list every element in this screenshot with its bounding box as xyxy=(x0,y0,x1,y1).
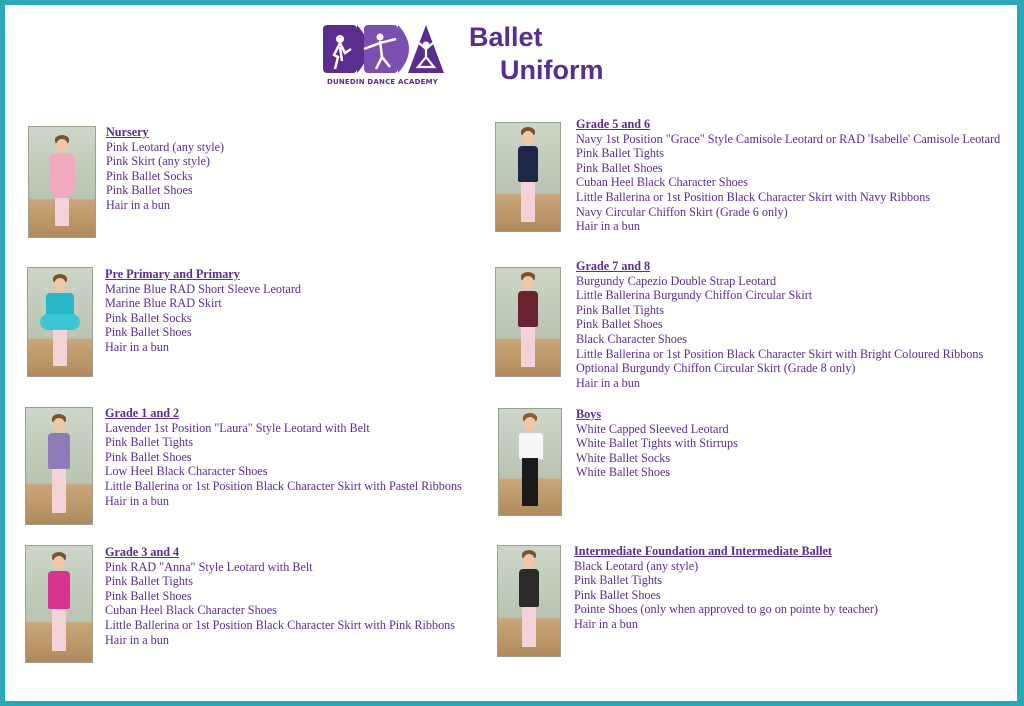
uniform-item: Navy 1st Position "Grace" Style Camisole Leotard or RAD 'Isabelle' Camisole Leotard xyxy=(576,131,1001,146)
section-grade-7-8 xyxy=(576,259,983,390)
photo-pre-primary xyxy=(27,267,93,377)
photo-boys xyxy=(498,408,562,516)
uniform-item: Marine Blue RAD Short Sleeve Leotard xyxy=(105,281,301,296)
uniform-item: Black Character Shoes xyxy=(576,331,688,346)
uniform-item: Pink Leotard (any style) xyxy=(106,139,225,154)
uniform-item: Cuban Heel Black Character Shoes xyxy=(105,603,277,618)
uniform-item: White Ballet Tights with Stirrups xyxy=(576,436,738,451)
uniform-item: Pink Ballet Shoes xyxy=(576,160,663,175)
section-title: Intermediate Foundation and Intermediate Ballet xyxy=(574,544,832,558)
uniform-item: Pink Skirt (any style) xyxy=(106,154,210,169)
uniform-item: White Ballet Shoes xyxy=(576,465,671,480)
section-title: Nursery xyxy=(106,125,149,139)
uniform-item: Hair in a bun xyxy=(105,339,169,354)
uniform-item: White Ballet Socks xyxy=(576,450,671,465)
uniform-item: Black Leotard (any style) xyxy=(574,558,699,573)
section-pre-primary xyxy=(105,267,301,355)
uniform-item: Cuban Heel Black Character Shoes xyxy=(576,175,748,190)
uniform-item: Pointe Shoes (only when approved to go on pointe by teacher) xyxy=(574,602,878,617)
uniform-item: Pink Ballet Tights xyxy=(576,146,665,161)
logo-wordmark: DUNEDIN DANCE ACADEMY xyxy=(326,78,439,86)
uniform-item: Navy Circular Chiffon Skirt (Grade 6 only) xyxy=(576,204,788,219)
uniform-item: Little Ballerina or 1st Position Black Character Skirt with Pink Ribbons xyxy=(105,617,456,632)
uniform-item: Pink Ballet Tights xyxy=(105,574,194,589)
photo-grade-3-4 xyxy=(25,545,93,663)
uniform-item: Low Heel Black Character Shoes xyxy=(105,464,268,479)
photo-grade-1-2 xyxy=(25,407,93,525)
section-title: Boys xyxy=(576,407,602,421)
uniform-item: Hair in a bun xyxy=(105,632,169,647)
uniform-item: Optional Burgundy Chiffon Circular Skirt (Grade 8 only) xyxy=(576,361,856,376)
uniform-item: Little Ballerina or 1st Position Black Character Skirt with Bright Coloured Ribbons xyxy=(576,346,984,361)
section-grade-1-2 xyxy=(105,406,462,508)
uniform-item: Hair in a bun xyxy=(105,493,169,508)
section-grade-5-6 xyxy=(576,117,1000,234)
section-title: Grade 3 and 4 xyxy=(105,545,180,559)
uniform-item: Hair in a bun xyxy=(574,616,638,631)
uniform-poster xyxy=(5,5,1017,701)
title-uniform: Uniform xyxy=(500,55,604,85)
photo-nursery xyxy=(28,126,96,238)
uniform-item: Hair in a bun xyxy=(106,197,170,212)
section-title: Grade 1 and 2 xyxy=(105,406,180,420)
uniform-item: Pink Ballet Shoes xyxy=(106,183,193,198)
uniform-item: Pink Ballet Shoes xyxy=(105,588,192,603)
uniform-item: Hair in a bun xyxy=(576,375,640,390)
dda-logo-mark xyxy=(320,23,445,79)
uniform-item: Little Ballerina Burgundy Chiffon Circular Skirt xyxy=(576,288,813,303)
uniform-item: Little Ballerina or 1st Position Black Character Skirt with Navy Ribbons xyxy=(576,189,931,204)
uniform-item: Hair in a bun xyxy=(576,219,640,234)
uniform-item: Pink RAD "Anna" Style Leotard with Belt xyxy=(105,559,313,574)
photo-grade-7-8 xyxy=(495,267,561,377)
uniform-item: Burgundy Capezio Double Strap Leotard xyxy=(576,273,777,288)
uniform-item: Pink Ballet Shoes xyxy=(105,449,192,464)
section-title: Grade 7 and 8 xyxy=(576,259,651,273)
uniform-item: Marine Blue RAD Skirt xyxy=(105,296,222,311)
uniform-item: Pink Ballet Tights xyxy=(105,435,194,450)
section-title: Pre Primary and Primary xyxy=(105,267,240,281)
photo-intermediate xyxy=(497,545,561,657)
uniform-item: Pink Ballet Socks xyxy=(105,310,192,325)
uniform-item: Little Ballerina or 1st Position Black Character Skirt with Pastel Ribbons xyxy=(105,478,462,493)
uniform-item: Pink Ballet Shoes xyxy=(574,587,661,602)
uniform-item: Pink Ballet Shoes xyxy=(576,317,663,332)
photo-grade-5-6 xyxy=(495,122,561,232)
dda-logo xyxy=(320,23,445,89)
section-intermediate xyxy=(574,544,878,632)
uniform-item: Pink Ballet Tights xyxy=(574,573,663,588)
section-grade-3-4 xyxy=(105,545,455,647)
uniform-item: Pink Ballet Tights xyxy=(576,302,665,317)
uniform-item: Pink Ballet Socks xyxy=(106,168,193,183)
section-title: Grade 5 and 6 xyxy=(576,117,651,131)
uniform-item: Lavender 1st Position "Laura" Style Leotard with Belt xyxy=(105,420,370,435)
title-ballet: Ballet xyxy=(469,22,543,52)
uniform-item: White Capped Sleeved Leotard xyxy=(576,421,729,436)
section-nursery xyxy=(106,125,224,213)
uniform-item: Pink Ballet Shoes xyxy=(105,325,192,340)
section-boys xyxy=(576,407,738,480)
